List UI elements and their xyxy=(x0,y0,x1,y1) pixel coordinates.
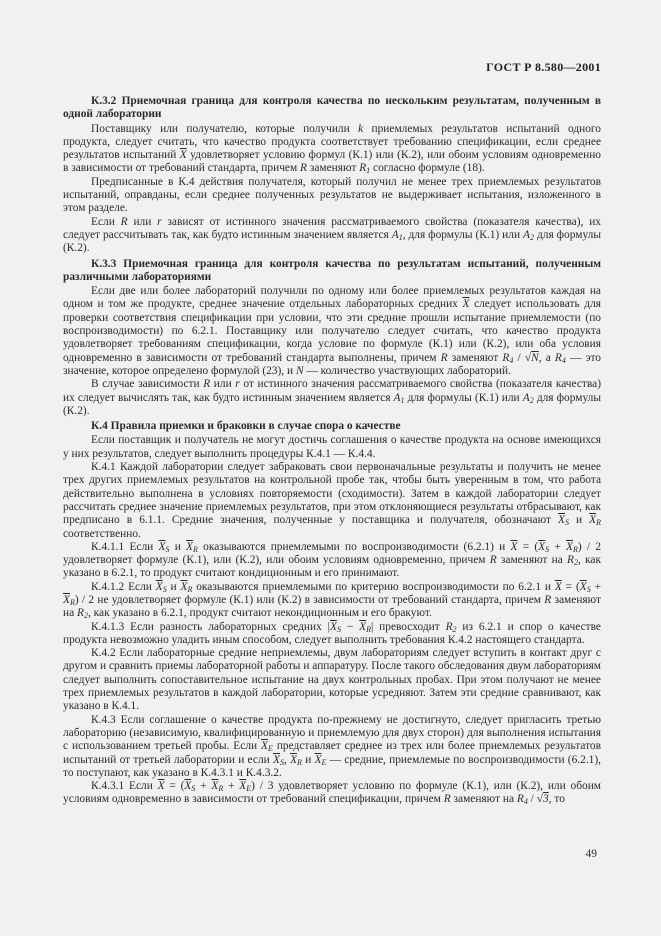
math-subscript: 1 xyxy=(398,232,403,242)
math-subscript: S xyxy=(191,784,196,794)
text-run: заменяют на xyxy=(63,593,601,620)
math-var: R xyxy=(445,620,453,633)
text-run: К.4.1.1 Если xyxy=(91,540,159,553)
paragraph xyxy=(63,461,601,541)
math-var-overline: $\overline{X}$ xyxy=(158,540,166,553)
math-var-overline: $\overline{X}$ xyxy=(155,580,163,593)
math-var: R xyxy=(203,378,211,391)
text-run: + xyxy=(549,540,567,553)
text-run: = ( xyxy=(164,780,185,793)
text-run: К.4.3 Если соглашение о качестве продукта по-прежнему не достигнуто, следует пригласить третью лабораторию (независимую, квалифицированную и приемлемую для двух сторон) для выполнения испытания с использованием третьей пробы. Если xyxy=(63,713,601,753)
paragraph xyxy=(63,541,601,581)
text-run: + xyxy=(590,580,601,593)
math-var: k xyxy=(358,122,364,135)
text-run: ) / 2 удовлетворяет формуле (К.1), или (К.2), или обоим условиям одновременно, причем xyxy=(63,540,602,567)
text-run: и xyxy=(301,753,315,766)
math-var-overline: $\overline{X}$ xyxy=(273,753,280,766)
math-subscript: R xyxy=(193,544,198,554)
math-var: A xyxy=(393,391,401,404)
math-subscript: R xyxy=(187,584,193,594)
text-run: для формулы (К.2). xyxy=(63,391,601,417)
math-var: r xyxy=(235,378,240,391)
math-subscript: 2 xyxy=(529,395,534,405)
math-subscript: R xyxy=(297,757,302,767)
text-run: К.3.3 Приемочная граница для контроля качества по результатам испытаний, полученным различными лабораториями xyxy=(63,257,601,283)
text-run: − xyxy=(340,620,360,633)
paragraph xyxy=(63,378,601,418)
math-var: R xyxy=(516,793,524,806)
text-run: для формулы (К.1) или xyxy=(404,391,523,404)
math-var: 3 xyxy=(542,793,549,806)
math-var: R xyxy=(502,351,510,364)
math-subscript: S xyxy=(279,757,284,767)
paragraph xyxy=(63,216,601,256)
sqrt-symbol: √ xyxy=(524,351,532,364)
page-footer xyxy=(63,848,597,860)
text-run: , а xyxy=(538,351,555,364)
paragraph xyxy=(63,176,601,216)
text-run: К.4.3.1 Если xyxy=(91,780,158,793)
text-run: К.4.2 Если лабораторные средние неприемлемы, двум лабораториям следует вступить в контакт друг с другом и сравнить приемы лабораторной работы и аппаратуру. После такого обследования двум лабораториям следует выполнить сопоставительное испытание на двух контрольных пробах. При этом получают не менее трех приемлемых результатов в каждой лаборатории, которые усредняют. Затем эти средние сравнивают, как указано в К.4.1. xyxy=(63,647,601,713)
text-run: Предписанные в К.4 действия получателя, который получил не менее трех приемлемых результатов испытаний, оправданы, если среднее полученных результатов не выдерживает испытания, изложенного в этом разделе. xyxy=(63,175,601,215)
text-run: удовлетворяет условию формул (К.1) или (К.2), или обоим условиям одновременно в зависимости от требований стандарта, причем xyxy=(63,149,601,175)
math-var: R xyxy=(554,351,562,364)
math-var-overline: $\overline{X}$ xyxy=(329,620,337,633)
math-var: A xyxy=(391,228,399,241)
text-run: соответственно. xyxy=(63,527,141,540)
math-var-overline: $\overline{X}$ xyxy=(63,593,70,606)
math-subscript: R xyxy=(573,544,578,554)
math-var: R xyxy=(359,162,367,175)
text-run: заменяют xyxy=(307,162,360,175)
paragraph xyxy=(63,714,601,780)
section-heading xyxy=(63,258,601,285)
text-run: К.4.1.3 Если разность лабораторных средних | xyxy=(91,620,330,633)
math-subscript: E xyxy=(268,744,273,754)
math-subscript: 1 xyxy=(366,166,371,176)
section-heading xyxy=(63,95,601,122)
math-var-overline: $\overline{X}$ xyxy=(557,514,565,527)
text-run: или xyxy=(210,378,236,391)
text-run: , xyxy=(283,753,291,766)
text-run: от истинного значения рассматриваемого свойства (показателя качества) их следует вычислять так, как будто истинным значением является xyxy=(63,378,601,404)
math-subscript: S xyxy=(336,624,341,634)
math-var: r xyxy=(157,215,162,228)
page-number: 49 xyxy=(585,848,597,860)
math-var: R xyxy=(443,793,451,806)
math-subscript: S xyxy=(586,584,591,594)
math-var-overline: $\overline{X}$ xyxy=(538,540,546,553)
math-subscript: E xyxy=(321,757,327,767)
math-var: A xyxy=(522,391,530,404)
standard-number: ГОСТ Р 8.580—2001 xyxy=(486,60,601,74)
text-run: и xyxy=(169,540,187,553)
paragraph xyxy=(63,621,601,648)
math-var: R xyxy=(489,554,497,567)
math-subscript: 2 xyxy=(530,232,534,242)
math-var-overline: $\overline{X}$ xyxy=(211,780,219,793)
math-var-overline: $\overline{X}$ xyxy=(359,620,367,633)
text-run: , как указано в 6.2.1, продукт считают некондиционным и его бракуют. xyxy=(87,607,432,620)
text-run: + xyxy=(223,780,240,793)
text-run: К.4 Правила приемки и браковки в случае спора о качестве xyxy=(91,420,401,433)
text-run: или xyxy=(127,215,158,228)
math-var: R xyxy=(544,593,552,606)
math-var: N xyxy=(295,364,304,377)
math-subscript: E xyxy=(246,784,252,794)
text-run: = ( xyxy=(517,540,539,553)
text-run: — это значение, которое определено формулой (23), и xyxy=(63,351,601,377)
text-run: и xyxy=(166,580,181,593)
math-var-overline: $\overline{X}$ xyxy=(180,580,188,593)
math-var: A xyxy=(523,228,530,241)
paragraph xyxy=(63,123,601,176)
paragraph xyxy=(63,434,601,461)
math-subscript: 2 xyxy=(452,624,457,634)
math-subscript: R xyxy=(218,784,224,794)
text-run: Если поставщик и получатель не могут достичь соглашения о качестве продукта на основе имеющихся у них результатов, следует выполнить процедуры К.4.1 — К.4.4. xyxy=(63,434,601,460)
text-run: ) / 2 не удовлетворяет формуле (К.1) или (К.2) в зависимости от требований стандарта, причем xyxy=(74,593,545,606)
text-run: приемлемых результатов испытаний одного продукта, следует считать, что качество продукта соответствует требованию спецификации, если среднее результатов испытаний xyxy=(63,122,601,162)
text-run: К.4.1.2 Если xyxy=(91,580,156,593)
text-run: оказываются приемлемыми по воспроизводимости (6.2.1) и xyxy=(197,540,511,553)
text-run: , то xyxy=(548,793,565,806)
math-var-overline: $\overline{X}$ xyxy=(462,298,470,311)
paragraph xyxy=(63,780,601,807)
text-run: ) / 3 удовлетворяет условию по формуле (К.1), или (К.2), или обоим условиям одновременно в зависимости от требований спецификации, причем xyxy=(63,780,601,806)
math-var: R xyxy=(440,351,448,364)
text-run: зависят от истинного значения рассматриваемого свойства (показателя качества), их следует рассчитывать так, как будто истинным значением является xyxy=(63,215,601,241)
math-subscript: S xyxy=(545,544,550,554)
paragraph xyxy=(63,647,601,713)
document-body xyxy=(63,93,601,807)
math-var-overline: $\overline{X}$ xyxy=(184,780,192,793)
math-var-overline: $\overline{X}$ xyxy=(554,580,562,593)
math-var-overline: $\overline{X}$ xyxy=(579,580,587,593)
text-run: = ( xyxy=(561,580,580,593)
math-var-overline: $\overline{X}$ xyxy=(290,753,298,766)
text-run: К.4.1 Каждой лаборатории следует забраковать свои первоначальные результаты и получить не менее трех других приемлемых результатов на контрольной пробе так, чтобы быть уверенным в том, что работа действительно выполнена в условиях повторяемости (сходимости). Затем в каждой лаборатории следует рассчитать среднее значение приемлемых результатов, при этом отклоняющиеся результаты отбрасывают, как предписано в 6.1.1. Средние значения, полученные у поставщика и получателя, обозначают xyxy=(63,461,601,527)
math-subscript: S xyxy=(564,518,569,528)
math-subscript: 4 xyxy=(523,797,528,807)
math-subscript: S xyxy=(165,544,170,554)
math-subscript: R xyxy=(69,597,75,607)
math-var-overline: $\overline{X}$ xyxy=(589,514,597,527)
page-header xyxy=(63,60,601,75)
math-var-overline: $\overline{X}$ xyxy=(566,540,573,553)
paragraph xyxy=(63,285,601,378)
text-run: В случае зависимости xyxy=(91,378,204,391)
text-run: оказываются приемлемыми по критерию воспроизводимости по 6.2.1 и xyxy=(192,580,555,593)
paragraph xyxy=(63,581,601,621)
text-run: Поставщику или получателю, которые получили xyxy=(91,122,359,135)
math-var-overline: $\overline{X}$ xyxy=(314,753,322,766)
text-run: / xyxy=(527,793,537,806)
text-run: следует использовать для проверки соответствия спецификации при условии, что эти средние прошли испытание приемлемости (по воспроизводимости) по 6.2.1. Поставщику или получателю следует считать, что качество продукта удовлетворяет требованиям спецификации, когда условие по формуле (К.1) или (К.2), или оба условия одновременно в зависимости от требований стандарта выполнены, причем xyxy=(63,298,601,364)
text-run: и xyxy=(568,514,590,527)
math-var-overline: $\overline{X}$ xyxy=(510,540,518,553)
text-run: , для формулы (К.1) или xyxy=(402,228,524,241)
math-subscript: R xyxy=(596,518,601,528)
math-var-overline: $\overline{X}$ xyxy=(261,740,269,753)
math-subscript: 1 xyxy=(400,395,405,405)
sqrt-symbol: √ xyxy=(536,793,543,806)
math-var: R xyxy=(567,554,574,567)
math-var-overline: $\overline{X}$ xyxy=(157,780,165,793)
text-run: Если xyxy=(91,215,121,228)
math-var-overline: $\overline{X}$ xyxy=(239,780,247,793)
text-run: Если две или более лабораторий получили по одному или более приемлемых результатов каждая на одном и том же продукте, среднее значение отдельных лабораторных средних xyxy=(63,285,601,311)
section-heading xyxy=(63,420,601,433)
math-var: R xyxy=(120,215,128,228)
math-subscript: R xyxy=(366,624,371,634)
text-run: К.3.2 Приемочная граница для контроля качества по нескольким результатам, полученным в одной лаборатории xyxy=(63,95,601,121)
text-run: заменяют на xyxy=(450,793,517,806)
math-subscript: S xyxy=(162,584,167,594)
text-run: согласно формуле (18). xyxy=(370,162,485,175)
math-subscript: 4 xyxy=(561,355,566,365)
text-run: — количество участвующих лабораторий. xyxy=(303,364,511,377)
math-subscript: 2 xyxy=(83,611,88,621)
math-var: N xyxy=(531,351,539,364)
text-run: / xyxy=(513,351,525,364)
text-run: , как указано в 6.2.1, то продукт считают кондиционным и его принимают. xyxy=(63,554,602,580)
math-subscript: 4 xyxy=(509,355,514,365)
text-run: | превосходит xyxy=(371,620,446,633)
math-subscript: 2 xyxy=(573,558,578,568)
text-run: заменяют xyxy=(447,351,503,364)
text-run: заменяют на xyxy=(496,554,568,567)
math-var: R xyxy=(77,607,84,620)
math-var-overline: $\overline{X}$ xyxy=(179,149,187,162)
text-run: представляет среднее из трех или более приемлемых результатов испытаний от третьей лаборатории и если xyxy=(63,740,601,766)
text-run: из 6.2.1 и спор о качестве продукта невозможно уладить иным способом, следует выполнить требования К.4.2 настоящего стандарта. xyxy=(63,620,601,646)
math-var-overline: $\overline{X}$ xyxy=(186,540,194,553)
text-run: + xyxy=(195,780,212,793)
text-run: — средние, приемлемые по воспроизводимости (6.2.1), то поступают, как указано в К.4.3.1 и К.4.3.2. xyxy=(63,753,602,779)
math-var: R xyxy=(300,162,308,175)
text-run: для формулы (К.2). xyxy=(63,228,601,255)
